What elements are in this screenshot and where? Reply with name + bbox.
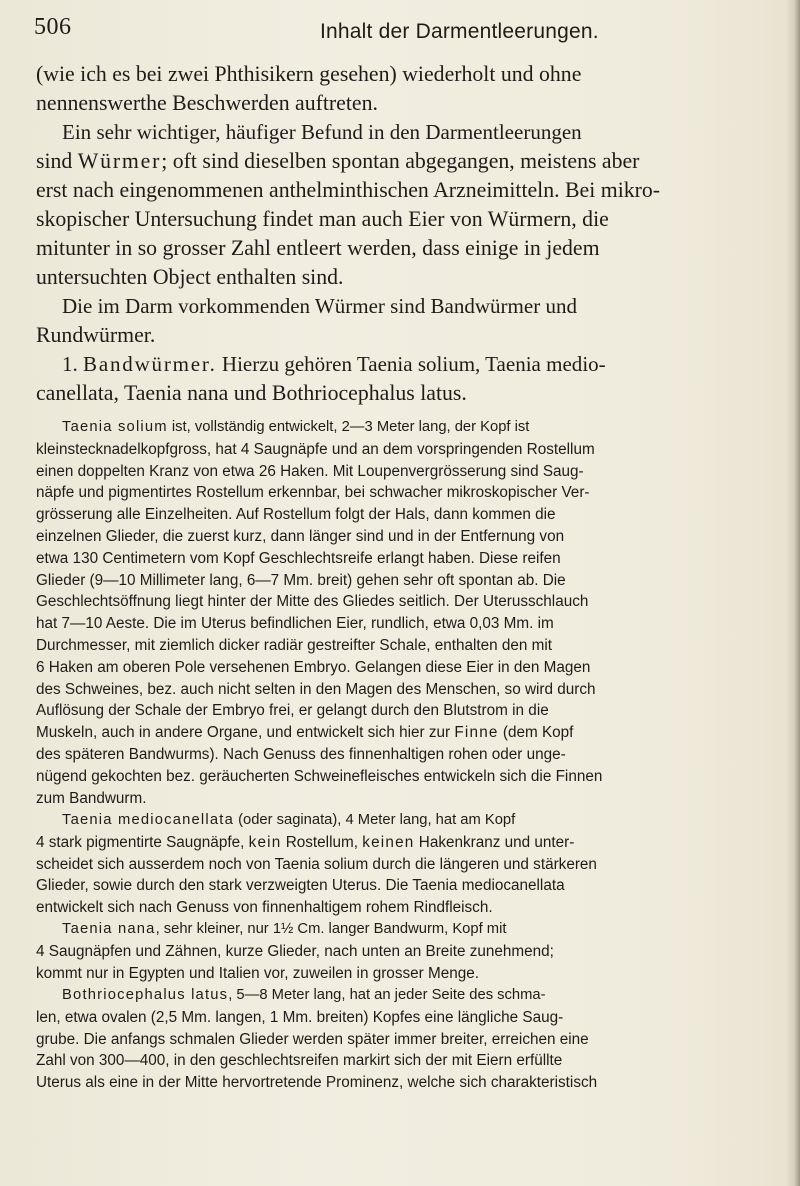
species-name: Bothriocephalus latus	[62, 987, 229, 1003]
emphasis-text: keinen	[362, 833, 415, 851]
text-line: Uterus als eine in der Mitte hervortretende Prominenz, welche sich charakteristisch	[36, 1074, 598, 1092]
text-line: mitunter in so grosser Zahl entleert werden, dass einige in jedem	[36, 235, 600, 260]
intestinal-worms-paragraph	[36, 292, 774, 350]
intro-paragraph	[36, 60, 774, 118]
text-line: einzelnen Glieder, die zuerst kurz, dann länger sind und in der Entfernung von	[36, 527, 565, 545]
text-line: Durchmesser, mit ziemlich dicker radiär gestreifter Schale, enthalten den mit	[36, 636, 553, 654]
page-number: 506	[34, 14, 72, 40]
text-line: 6 Haken am oberen Pole versehenen Embryo. Gelangen diese Eier in den Magen	[36, 658, 591, 676]
text-line: grube. Die anfangs schmalen Glieder werden später immer breiter, erreichen eine	[36, 1030, 589, 1048]
text-line: Ein sehr wichtiger, häufiger Befund in den Darmentleerungen	[62, 120, 582, 144]
text-line: Glieder, sowie durch den stark verzweigten Uterus. Die Taenia mediocanellata	[36, 877, 565, 895]
text-line: grösserung alle Einzelheiten. Auf Rostellum folgt der Hals, dann kommen die	[36, 506, 556, 524]
text-line: einen doppelten Kranz von etwa 26 Haken. Mit Loupenvergrösserung sind Saug-	[36, 462, 584, 480]
text-line: skopischer Untersuchung findet man auch Eier von Würmern, die	[36, 206, 609, 231]
text-line: Rundwürmer.	[36, 322, 156, 347]
text-line: Muskeln, auch in andere Organe, und entwickelt sich hier zur Finne (dem Kopf	[36, 724, 574, 742]
text-line: 4 Saugnäpfen und Zähnen, kurze Glieder, nach unten an Breite zunehmend;	[36, 942, 554, 960]
text-line: Glieder (9—10 Millimeter lang, 6—7 Mm. breit) gehen sehr oft spontan ab. Die	[36, 571, 566, 589]
text-line: nennenswerthe Beschwerden auftreten.	[36, 90, 378, 115]
text-line: Bothriocephalus latus, 5—8 Meter lang, hat an jeder Seite des schma-	[62, 987, 546, 1003]
text-line: kommt nur in Egypten und Italien vor, zuweilen in grosser Menge.	[36, 964, 479, 982]
text-line: des Schweines, bez. auch nicht selten in den Magen des Menschen, so wird durch	[36, 680, 596, 698]
text-line: 4 stark pigmentirte Saugnäpfe, kein Rostellum, keinen Hakenkranz und unter-	[36, 833, 575, 851]
text-line: sind Würmer; oft sind dieselben spontan abgegangen, meistens aber	[36, 148, 640, 173]
emphasis-text: kein	[248, 833, 282, 851]
taenia-nana-paragraph	[36, 919, 776, 984]
text-line: Taenia nana, sehr kleiner, nur 1½ Cm. langer Bandwurm, Kopf mit	[62, 921, 507, 937]
text-line: Taenia mediocanellata (oder saginata), 4 Meter lang, hat am Kopf	[62, 812, 516, 828]
emphasis-text: Würmer	[77, 148, 162, 173]
text-line: Zahl von 300—400, in den geschlechtsreifen markirt sich der mit Eiern erfüllte	[36, 1052, 563, 1070]
text-line: entwickelt sich nach Genuss von finnenhaltigem rohem Rindfleisch.	[36, 899, 493, 917]
text-line: 1. Bandwürmer. Hierzu gehören Taenia solium, Taenia medio-	[62, 352, 606, 376]
text-line: Taenia solium ist, vollständig entwickelt, 2—3 Meter lang, der Kopf ist	[62, 419, 530, 435]
taenia-solium-paragraph	[36, 417, 776, 809]
text-line: scheidet sich ausserdem noch von Taenia solium durch die längeren und stärkeren	[36, 855, 597, 873]
text-line: hat 7—10 Aeste. Die im Uterus befindlichen Eier, rundlich, etwa 0,03 Mm. im	[36, 615, 554, 633]
text-line: etwa 130 Centimetern vom Kopf Geschlechtsreife erlangt haben. Diese reifen	[36, 549, 561, 567]
text-line: zum Bandwurm.	[36, 789, 147, 807]
running-title: Inhalt der Darmentleerungen.	[320, 20, 599, 43]
text-line: Die im Darm vorkommenden Würmer sind Bandwürmer und	[62, 294, 577, 318]
text-line: canellata, Taenia nana und Bothriocephalus latus.	[36, 380, 467, 405]
text-line: erst nach eingenommenen anthelminthischen Arzneimitteln. Bei mikro-	[36, 177, 661, 202]
species-name: Taenia mediocanellata	[62, 812, 234, 828]
page-edge-shadow	[786, 0, 800, 1186]
text-line: nügend gekochten bez. geräucherten Schweinefleisches entwickeln sich die Finnen	[36, 767, 603, 785]
text-line: näpfe und pigmentirtes Rostellum erkennbar, bei schwacher mikroskopischer Ver-	[36, 484, 590, 502]
section-heading: Bandwürmer.	[83, 352, 217, 376]
species-name: Taenia solium	[62, 419, 168, 435]
text-line: Auflösung der Schale der Embryo frei, er gelangt durch den Blutstrom in die	[36, 702, 549, 720]
text-line: des späteren Bandwurms). Nach Genuss des finnenhaltigen rohen oder unge-	[36, 745, 566, 763]
worms-paragraph	[36, 118, 774, 291]
text-line: (wie ich es bei zwei Phthisikern gesehen) wiederholt und ohne	[36, 62, 582, 86]
text-line: untersuchten Object enthalten sind.	[36, 264, 344, 289]
taenia-mediocanellata-paragraph	[36, 810, 776, 919]
text-line: kleinstecknadelkopfgross, hat 4 Saugnäpfe und an dem vorspringenden Rostellum	[36, 440, 595, 458]
bothriocephalus-paragraph	[36, 985, 776, 1094]
tapeworms-heading-paragraph	[36, 350, 774, 408]
species-name: Taenia nana	[62, 921, 156, 937]
text-line: Geschlechtsöffnung liegt hinter der Mitte des Gliedes seitlich. Der Uterusschlauch	[36, 593, 589, 611]
text-line: len, etwa ovalen (2,5 Mm. langen, 1 Mm. breiten) Kopfes eine längliche Saug-	[36, 1008, 564, 1026]
emphasis-text: Finne	[454, 724, 499, 742]
